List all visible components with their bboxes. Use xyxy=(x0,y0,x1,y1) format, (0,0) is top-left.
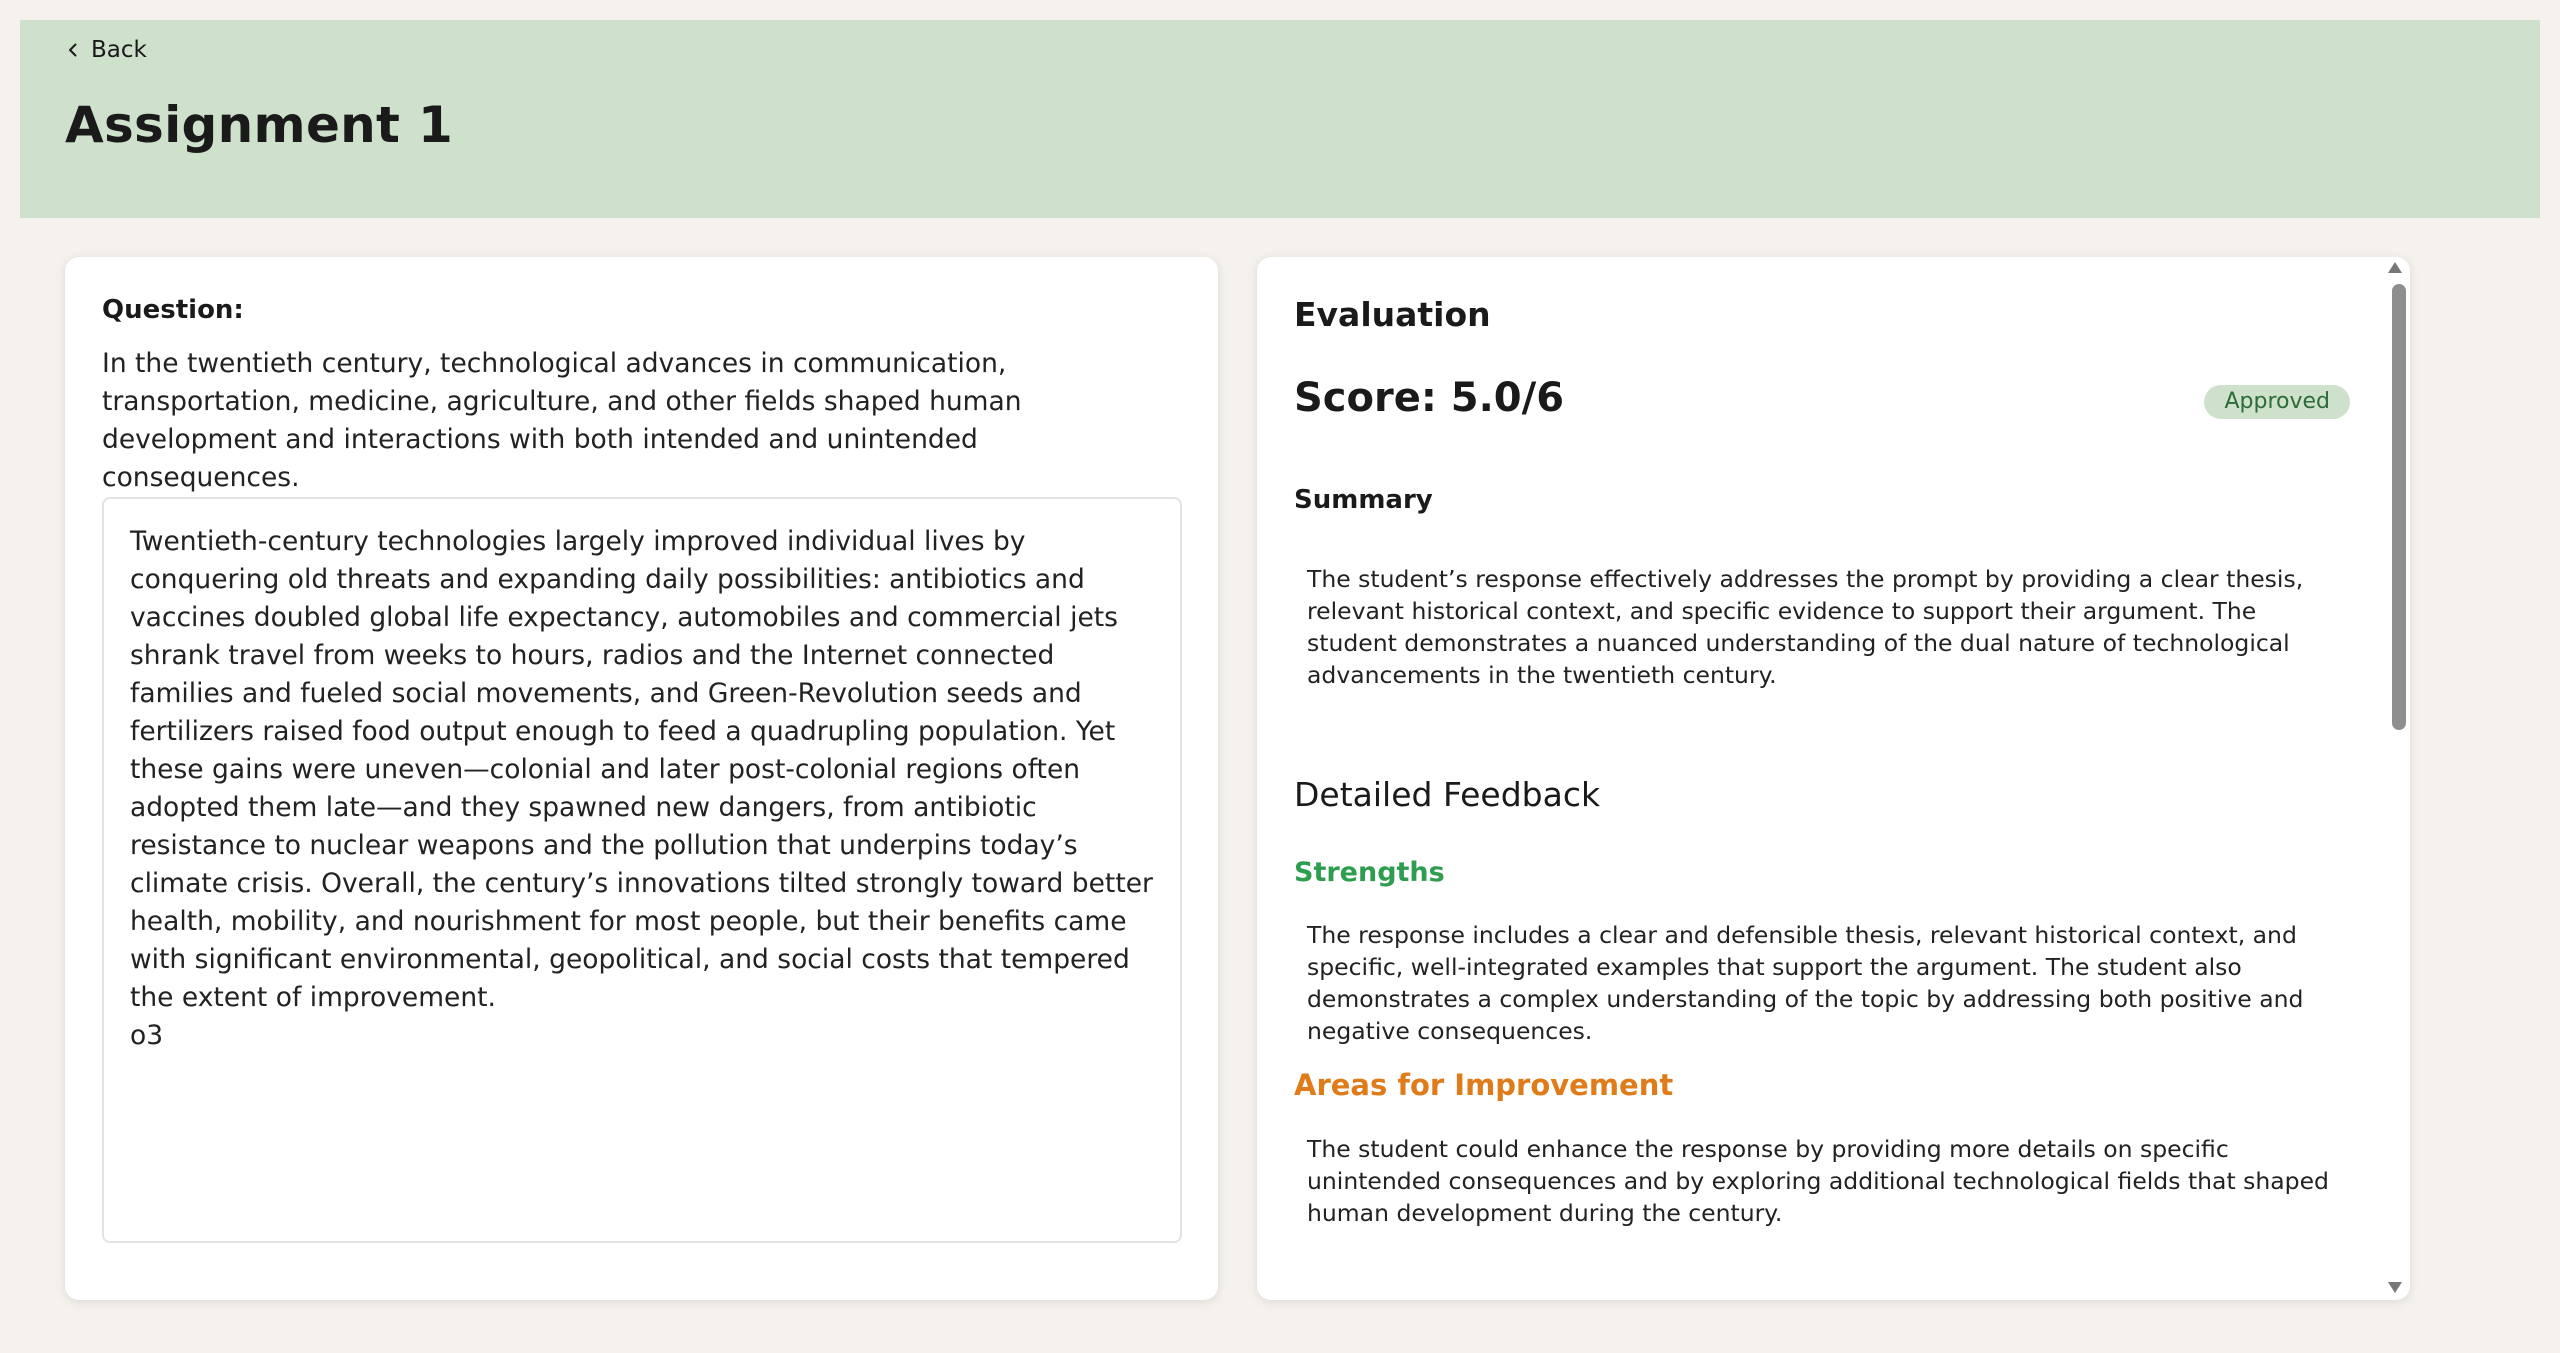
summary-text: The student’s response effectively addresses the prompt by providing a clear thesis, relevant historical context, and specific evidence to support their argument. The student demonstrates a nuanced understanding of the dual nature of technological advancements in the twentieth century. xyxy=(1307,565,2304,689)
back-label: Back xyxy=(91,37,147,63)
status-badge: Approved xyxy=(2204,385,2350,419)
improvement-text: The student could enhance the response by providing more details on specific unintended consequences and by exploring additional technological fields that shaped human development during the century. xyxy=(1307,1135,2329,1227)
strengths-heading: Strengths xyxy=(1294,857,1445,888)
question-text: In the twentieth century, technological advances in communication, transportation, medicine, agriculture, and other fields shaped human development and interactions with both intended and unintended consequences. xyxy=(102,348,1022,493)
evaluation-card xyxy=(1257,257,2410,1300)
answer-text: Twentieth-century technologies largely improved individual lives by conquering old threats and expanding daily possibilities: antibiotics and vaccines doubled global life expectancy, automobiles and commercial jets shrank travel from weeks to hours, radios and the Internet connected families and fueled social movements, and Green-Revolution seeds and fertilizers raised food output enough to feed a quadrupling population. Yet these gains were uneven—colonial and later post-colonial regions often adopted them late—and they spawned new dangers, from antibiotic resistance to nuclear weapons and the pollution that underpins today’s climate crisis. Overall, the century’s innovations tilted strongly toward better health, mobility, and nourishment for most people, but their benefits came with significant environmental, geopolitical, and social costs that tempered the extent of improvement. o3 xyxy=(130,526,1153,1051)
improvement-heading: Areas for Improvement xyxy=(1294,1068,1674,1102)
question-card xyxy=(65,257,1218,1300)
detailed-feedback-heading: Detailed Feedback xyxy=(1294,775,1601,814)
evaluation-title: Evaluation xyxy=(1294,295,1491,334)
strengths-text: The response includes a clear and defensible thesis, relevant historical context, and specific, well-integrated examples that support the argument. The student also demonstrates a complex understanding of the topic by addressing both positive and negative consequences. xyxy=(1307,921,2304,1045)
summary-heading: Summary xyxy=(1294,485,1433,515)
page-title: Assignment 1 xyxy=(65,96,454,154)
question-label: Question: xyxy=(102,295,244,325)
scroll-thumb[interactable] xyxy=(2392,284,2406,730)
scroll-down-arrow-icon[interactable] xyxy=(2388,1282,2402,1293)
page-header xyxy=(20,20,2540,218)
chevron-left-icon xyxy=(65,42,81,58)
score-value: Score: 5.0/6 xyxy=(1294,375,1565,421)
scroll-up-arrow-icon[interactable] xyxy=(2388,262,2402,273)
back-button[interactable] xyxy=(65,37,147,63)
answer-textarea[interactable] xyxy=(102,497,1182,1243)
evaluation-scrollbar[interactable] xyxy=(2384,262,2406,1298)
